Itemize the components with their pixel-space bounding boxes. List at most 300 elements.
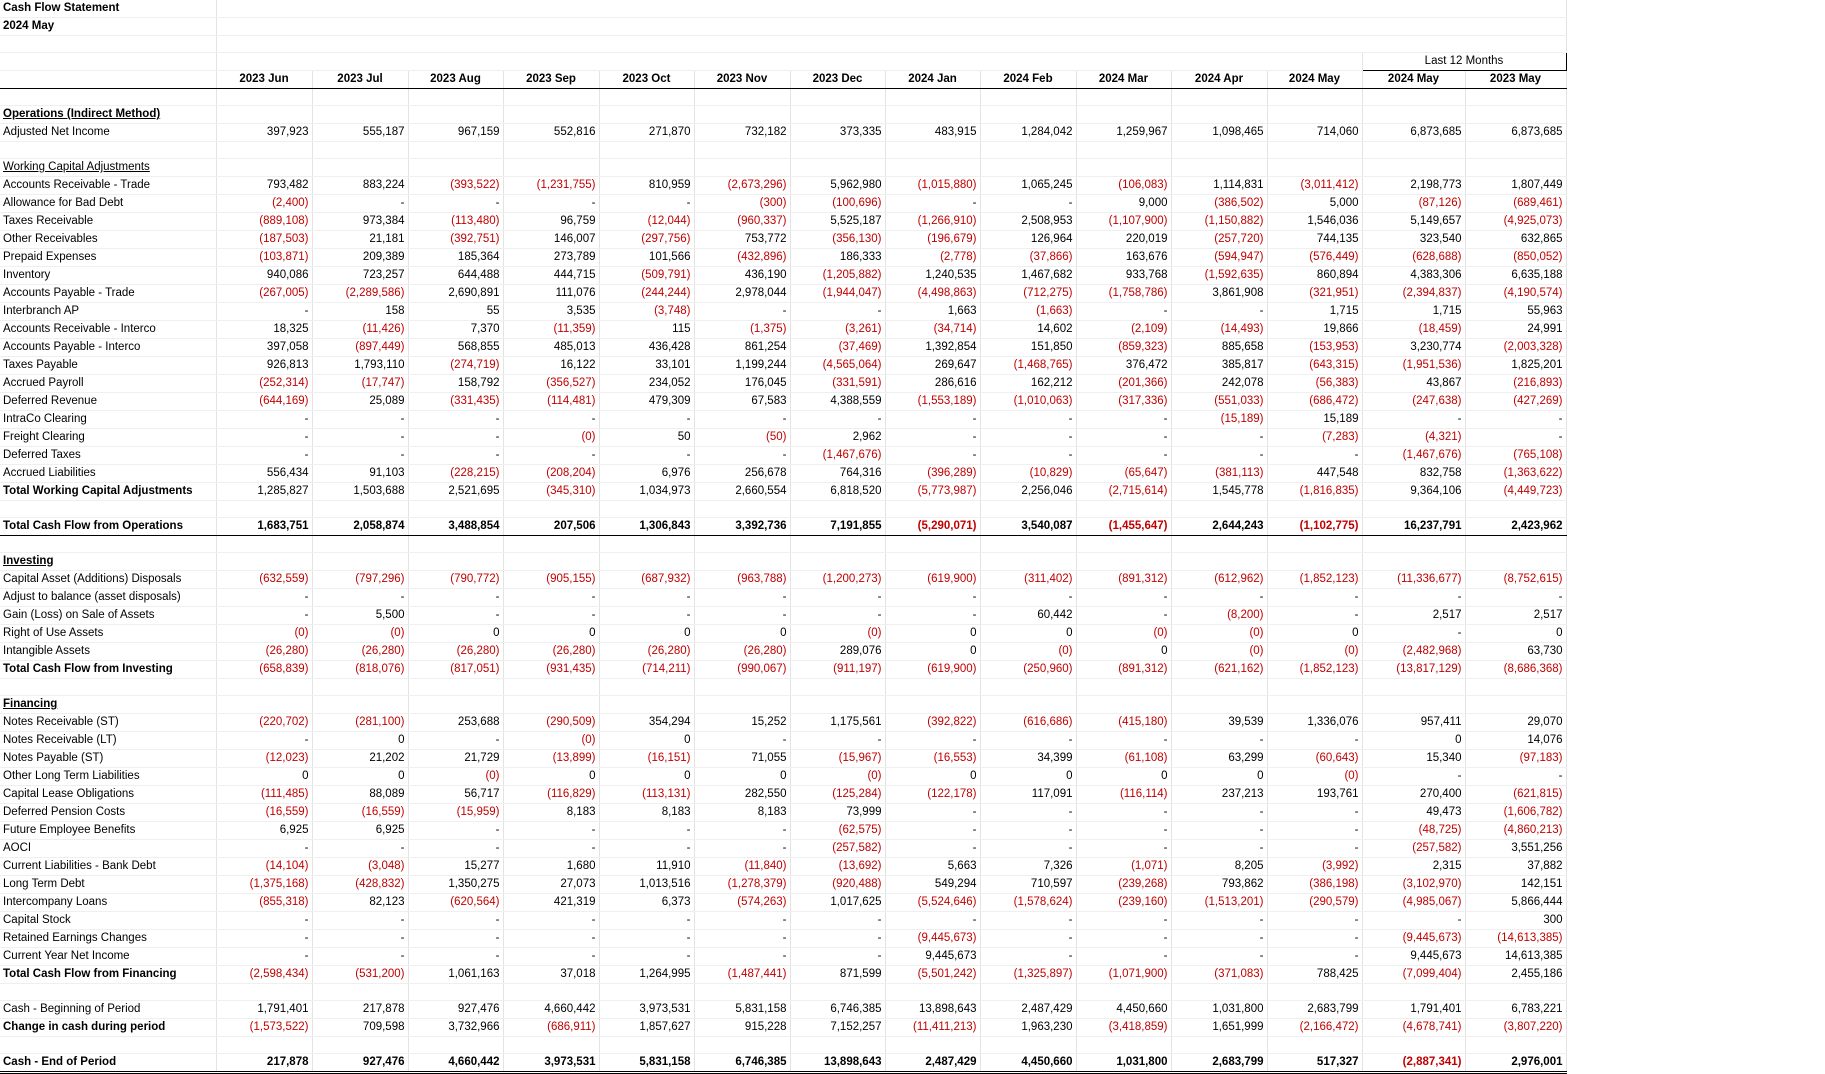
cell-value: - <box>216 411 312 429</box>
cell-value: 142,151 <box>1465 876 1566 894</box>
cell-value: 4,660,442 <box>408 1054 503 1073</box>
cell-value: 9,445,673 <box>885 948 980 966</box>
table-row <box>0 1037 1566 1054</box>
cell-value: 0 <box>599 732 694 750</box>
cell-value: (3,807,220) <box>1465 1019 1566 1037</box>
cell-value: - <box>408 930 503 948</box>
cell-value: (16,559) <box>312 804 408 822</box>
table-row <box>0 321 1566 339</box>
cell-value: (48,725) <box>1362 822 1465 840</box>
cell-value: 0 <box>885 643 980 661</box>
table-row <box>0 589 1566 607</box>
cell-value: (712,275) <box>980 285 1076 303</box>
cell-value: - <box>885 804 980 822</box>
cell-value: 1,791,401 <box>216 1001 312 1019</box>
cell-value: (153,953) <box>1267 339 1362 357</box>
cell-value: (26,280) <box>408 643 503 661</box>
cell-value: 5,962,980 <box>790 177 885 195</box>
row-label: Accounts Payable - Interco <box>0 339 216 357</box>
cell-value: (216,893) <box>1465 375 1566 393</box>
cell-value: (1,606,782) <box>1465 804 1566 822</box>
cell-value: (1,375) <box>694 321 790 339</box>
row-label <box>0 1037 216 1054</box>
cell-value: (228,215) <box>408 465 503 483</box>
cell-value: (765,108) <box>1465 447 1566 465</box>
table-row <box>0 607 1566 625</box>
cell-value: (990,067) <box>694 661 790 679</box>
cell-value: (1,266,910) <box>885 213 980 231</box>
cell-value: (1,150,882) <box>1171 213 1267 231</box>
table-row <box>0 966 1566 984</box>
cell-value: 9,364,106 <box>1362 483 1465 501</box>
table-row <box>0 930 1566 948</box>
cell-value: - <box>408 447 503 465</box>
cell-value: - <box>980 195 1076 213</box>
cell-value: - <box>503 822 599 840</box>
cell-value: 0 <box>1171 768 1267 786</box>
row-label <box>0 501 216 518</box>
cell-value: - <box>503 411 599 429</box>
cell-value: - <box>885 589 980 607</box>
cell-value: (1,487,441) <box>694 966 790 984</box>
table-row <box>0 858 1566 876</box>
cell-value: 6,373 <box>599 894 694 912</box>
cell-value: - <box>790 930 885 948</box>
cell-value: - <box>694 607 790 625</box>
cell-value: 43,867 <box>1362 375 1465 393</box>
cell-value: - <box>408 589 503 607</box>
last-12-months-header: Last 12 Months <box>1362 53 1566 71</box>
cell-value: (103,871) <box>216 249 312 267</box>
cell-value: 861,254 <box>694 339 790 357</box>
cell-value: (619,900) <box>885 571 980 589</box>
cell-value: 0 <box>1076 768 1171 786</box>
cell-value: 6,925 <box>216 822 312 840</box>
cell-value: - <box>216 948 312 966</box>
cell-value: 73,999 <box>790 804 885 822</box>
cell-value: (1,010,063) <box>980 393 1076 411</box>
cell-value: 2,455,186 <box>1465 966 1566 984</box>
cell-value: - <box>312 429 408 447</box>
cell-value: 14,076 <box>1465 732 1566 750</box>
cell-value: (56,383) <box>1267 375 1362 393</box>
cell-value: (1,951,536) <box>1362 357 1465 375</box>
cell-value: - <box>790 948 885 966</box>
cell-value: (331,591) <box>790 375 885 393</box>
cell-value: (628,688) <box>1362 249 1465 267</box>
row-label: Adjusted Net Income <box>0 124 216 142</box>
cell-value: 217,878 <box>312 1001 408 1019</box>
cell-value: 915,228 <box>694 1019 790 1037</box>
cell-value: (0) <box>312 625 408 643</box>
cell-value: - <box>408 411 503 429</box>
cell-value: (11,840) <box>694 858 790 876</box>
cell-value: - <box>1267 447 1362 465</box>
cell-value: (963,788) <box>694 571 790 589</box>
cell-value: (817,051) <box>408 661 503 679</box>
cell-value: 4,388,559 <box>790 393 885 411</box>
cell-value: 927,476 <box>312 1054 408 1073</box>
cell-value: (3,102,970) <box>1362 876 1465 894</box>
cell-value: 117,091 <box>980 786 1076 804</box>
cell-value: 289,076 <box>790 643 885 661</box>
cell-value: - <box>216 429 312 447</box>
cell-value: 253,688 <box>408 714 503 732</box>
cell-value: 50 <box>599 429 694 447</box>
cell-value: - <box>1362 411 1465 429</box>
row-label: IntraCo Clearing <box>0 411 216 429</box>
cell-value: 2,683,799 <box>1171 1054 1267 1073</box>
cell-value: 3,861,908 <box>1171 285 1267 303</box>
cell-value: - <box>980 589 1076 607</box>
cell-value: - <box>216 303 312 321</box>
cell-value: (100,696) <box>790 195 885 213</box>
row-label: Accrued Payroll <box>0 375 216 393</box>
cell-value: - <box>1465 429 1566 447</box>
cell-value: 5,149,657 <box>1362 213 1465 231</box>
cell-value: 479,309 <box>599 393 694 411</box>
cell-value: 0 <box>1076 643 1171 661</box>
cell-value: - <box>1171 930 1267 948</box>
cell-value: (13,899) <box>503 750 599 768</box>
cell-value: 0 <box>980 768 1076 786</box>
cell-value: 63,299 <box>1171 750 1267 768</box>
row-label: Interbranch AP <box>0 303 216 321</box>
row-label: Current Liabilities - Bank Debt <box>0 858 216 876</box>
cell-value: 5,000 <box>1267 195 1362 213</box>
cell-value: - <box>1267 930 1362 948</box>
column-header: 2024 Apr <box>1171 71 1267 89</box>
cell-value: 6,873,685 <box>1465 124 1566 142</box>
column-header: 2023 Jul <box>312 71 408 89</box>
cell-value: 91,103 <box>312 465 408 483</box>
cell-value: (9,445,673) <box>885 930 980 948</box>
cell-value: - <box>980 822 1076 840</box>
cell-value: 56,717 <box>408 786 503 804</box>
cell-value: (0) <box>408 768 503 786</box>
cell-value: (1,553,189) <box>885 393 980 411</box>
report-title: Cash Flow Statement <box>0 0 216 18</box>
table-row <box>0 912 1566 930</box>
cell-value: 55 <box>408 303 503 321</box>
cell-value: 16,122 <box>503 357 599 375</box>
cell-value: - <box>790 589 885 607</box>
table-row <box>0 303 1566 321</box>
cell-value: (1,944,047) <box>790 285 885 303</box>
table-row <box>0 1019 1566 1037</box>
cell-value: 1,306,843 <box>599 518 694 536</box>
cell-value: 967,159 <box>408 124 503 142</box>
cell-value: - <box>1076 732 1171 750</box>
cell-value: - <box>599 447 694 465</box>
cell-value: (3,011,412) <box>1267 177 1362 195</box>
cell-value: (2,598,434) <box>216 966 312 984</box>
cell-value: (3,748) <box>599 303 694 321</box>
column-header: 2023 Aug <box>408 71 503 89</box>
cell-value: - <box>885 732 980 750</box>
cell-value: (686,472) <box>1267 393 1362 411</box>
cell-value: (8,752,615) <box>1465 571 1566 589</box>
cell-value: (62,575) <box>790 822 885 840</box>
cell-value: (331,435) <box>408 393 503 411</box>
row-label <box>0 984 216 1001</box>
cell-value: 1,350,275 <box>408 876 503 894</box>
cell-value: - <box>312 589 408 607</box>
row-label: Total Working Capital Adjustments <box>0 483 216 501</box>
row-label: Accounts Payable - Trade <box>0 285 216 303</box>
cell-value: (620,564) <box>408 894 503 912</box>
cell-value: (97,183) <box>1465 750 1566 768</box>
cell-value: 1,791,401 <box>1362 1001 1465 1019</box>
cell-value: (686,911) <box>503 1019 599 1037</box>
cell-value: 271,870 <box>599 124 694 142</box>
cell-value: 0 <box>503 625 599 643</box>
cell-value: 447,548 <box>1267 465 1362 483</box>
cell-value: 220,019 <box>1076 231 1171 249</box>
cell-value: 1,825,201 <box>1465 357 1566 375</box>
cell-value: (644,169) <box>216 393 312 411</box>
cell-value: (4,860,213) <box>1465 822 1566 840</box>
cell-value: 1,715 <box>1267 303 1362 321</box>
cell-value: 158 <box>312 303 408 321</box>
cell-value: - <box>1171 948 1267 966</box>
cell-value: (37,866) <box>980 249 1076 267</box>
cell-value: 709,598 <box>312 1019 408 1037</box>
cell-value: 1,114,831 <box>1171 177 1267 195</box>
table-row <box>0 679 1566 696</box>
cell-value: 940,086 <box>216 267 312 285</box>
cell-value: 1,546,036 <box>1267 213 1362 231</box>
cell-value: - <box>599 822 694 840</box>
cell-value: - <box>694 912 790 930</box>
cell-value: 1,793,110 <box>312 357 408 375</box>
cell-value: (1,592,635) <box>1171 267 1267 285</box>
table-row <box>0 393 1566 411</box>
cell-value: - <box>216 607 312 625</box>
cell-value: 788,425 <box>1267 966 1362 984</box>
cell-value: (220,702) <box>216 714 312 732</box>
cell-value: (26,280) <box>503 643 599 661</box>
cell-value: 485,013 <box>503 339 599 357</box>
row-label: Notes Receivable (ST) <box>0 714 216 732</box>
cell-value: 176,045 <box>694 375 790 393</box>
cell-value: (920,488) <box>790 876 885 894</box>
table-row <box>0 948 1566 966</box>
cell-value: (5,501,242) <box>885 966 980 984</box>
cell-value: 723,257 <box>312 267 408 285</box>
cell-value: 163,676 <box>1076 249 1171 267</box>
row-label: Taxes Payable <box>0 357 216 375</box>
cell-value: - <box>1076 804 1171 822</box>
cell-value: 0 <box>216 768 312 786</box>
cell-value: 5,831,158 <box>599 1054 694 1073</box>
cell-value: (1,468,765) <box>980 357 1076 375</box>
cell-value: 15,189 <box>1267 411 1362 429</box>
cell-value: (196,679) <box>885 231 980 249</box>
row-label: Cash - Beginning of Period <box>0 1001 216 1019</box>
table-row <box>0 1001 1566 1019</box>
cell-value: (0) <box>1171 625 1267 643</box>
cell-value: (122,178) <box>885 786 980 804</box>
cell-value: (859,323) <box>1076 339 1171 357</box>
cell-value: 162,212 <box>980 375 1076 393</box>
cell-value: - <box>694 822 790 840</box>
cell-value: (386,198) <box>1267 876 1362 894</box>
cell-value: - <box>1171 429 1267 447</box>
cell-value: 436,428 <box>599 339 694 357</box>
cell-value: (244,244) <box>599 285 694 303</box>
cell-value: - <box>216 840 312 858</box>
cell-value: - <box>1076 912 1171 930</box>
cell-value: 237,213 <box>1171 786 1267 804</box>
section-header: Investing <box>0 553 216 571</box>
cell-value: 126,964 <box>980 231 1076 249</box>
cell-value: 3,392,736 <box>694 518 790 536</box>
cell-value: 1,031,800 <box>1171 1001 1267 1019</box>
cell-value: - <box>1076 411 1171 429</box>
cell-value: (1,467,676) <box>790 447 885 465</box>
cell-value: (16,553) <box>885 750 980 768</box>
cell-value: - <box>1076 840 1171 858</box>
cell-value: - <box>885 411 980 429</box>
cell-value: 15,340 <box>1362 750 1465 768</box>
cell-value: (14,104) <box>216 858 312 876</box>
cell-value: - <box>312 948 408 966</box>
cell-value: 6,818,520 <box>790 483 885 501</box>
cell-value: - <box>790 607 885 625</box>
cell-value: 193,761 <box>1267 786 1362 804</box>
cell-value: (371,083) <box>1171 966 1267 984</box>
cell-value: (2,887,341) <box>1362 1054 1465 1073</box>
cell-value: 1,199,244 <box>694 357 790 375</box>
cell-value: (125,284) <box>790 786 885 804</box>
table-row <box>0 1054 1566 1073</box>
cell-value: (2,109) <box>1076 321 1171 339</box>
cell-value: (1,663) <box>980 303 1076 321</box>
cell-value: - <box>599 912 694 930</box>
row-label <box>0 536 216 553</box>
cell-value: 0 <box>312 768 408 786</box>
cell-value: (10,829) <box>980 465 1076 483</box>
cell-value: - <box>885 607 980 625</box>
cell-value: (0) <box>790 768 885 786</box>
cell-value: 234,052 <box>599 375 694 393</box>
cell-value: - <box>980 429 1076 447</box>
row-label: Adjust to balance (asset disposals) <box>0 589 216 607</box>
cell-value: (1,852,123) <box>1267 661 1362 679</box>
cell-value: (4,321) <box>1362 429 1465 447</box>
cell-value: 55,963 <box>1465 303 1566 321</box>
cell-value: 60,442 <box>980 607 1076 625</box>
cell-value: - <box>980 948 1076 966</box>
table-row <box>0 553 1566 571</box>
cell-value: (26,280) <box>312 643 408 661</box>
cell-value: 926,813 <box>216 357 312 375</box>
cell-value: 1,715 <box>1362 303 1465 321</box>
row-label: Total Cash Flow from Operations <box>0 518 216 536</box>
cell-value: 8,183 <box>599 804 694 822</box>
cell-value: - <box>885 447 980 465</box>
cell-value: (239,160) <box>1076 894 1171 912</box>
cell-value: 16,237,791 <box>1362 518 1465 536</box>
cell-value: - <box>503 948 599 966</box>
table-row <box>0 267 1566 285</box>
cell-value: 0 <box>599 768 694 786</box>
column-header: 2024 May <box>1267 71 1362 89</box>
cell-value: (300) <box>694 195 790 213</box>
cell-value: - <box>885 822 980 840</box>
row-label <box>0 89 216 106</box>
cell-value: - <box>1076 303 1171 321</box>
cell-value: 1,336,076 <box>1267 714 1362 732</box>
cell-value: 158,792 <box>408 375 503 393</box>
cell-value: (428,832) <box>312 876 408 894</box>
cell-value: 556,434 <box>216 465 312 483</box>
cell-value: 3,230,774 <box>1362 339 1465 357</box>
cell-value: (0) <box>216 625 312 643</box>
cell-value: (396,289) <box>885 465 980 483</box>
cell-value: (632,559) <box>216 571 312 589</box>
cell-value: 3,732,966 <box>408 1019 503 1037</box>
row-label <box>0 679 216 696</box>
cell-value: (911,197) <box>790 661 885 679</box>
table-row <box>0 804 1566 822</box>
cell-value: (356,527) <box>503 375 599 393</box>
cell-value: - <box>1267 912 1362 930</box>
cell-value: 15,252 <box>694 714 790 732</box>
cell-value: 186,333 <box>790 249 885 267</box>
table-row <box>0 465 1566 483</box>
cell-value: 2,256,046 <box>980 483 1076 501</box>
row-label: Other Long Term Liabilities <box>0 768 216 786</box>
table-row <box>0 483 1566 501</box>
cell-value: 7,370 <box>408 321 503 339</box>
table-row <box>0 696 1566 714</box>
cell-value: (15,189) <box>1171 411 1267 429</box>
cell-value: (114,481) <box>503 393 599 411</box>
cell-value: (1,205,882) <box>790 267 885 285</box>
cell-value: 6,783,221 <box>1465 1001 1566 1019</box>
table-row <box>0 750 1566 768</box>
cell-value: (116,829) <box>503 786 599 804</box>
cell-value: 810,959 <box>599 177 694 195</box>
cell-value: (1,852,123) <box>1267 571 1362 589</box>
cell-value: - <box>694 732 790 750</box>
cell-value: (797,296) <box>312 571 408 589</box>
cell-value: (2,482,968) <box>1362 643 1465 661</box>
cell-value: 209,389 <box>312 249 408 267</box>
cell-value: - <box>1267 840 1362 858</box>
cell-value: 0 <box>1267 625 1362 643</box>
column-header: 2023 Oct <box>599 71 694 89</box>
row-label: Prepaid Expenses <box>0 249 216 267</box>
cell-value: - <box>1171 804 1267 822</box>
table-row <box>0 106 1566 124</box>
cell-value: 67,583 <box>694 393 790 411</box>
cell-value: (897,449) <box>312 339 408 357</box>
cell-value: (1,758,786) <box>1076 285 1171 303</box>
cell-value: 300 <box>1465 912 1566 930</box>
cell-value: 764,316 <box>790 465 885 483</box>
cell-value: - <box>503 589 599 607</box>
cell-value: 7,152,257 <box>790 1019 885 1037</box>
cell-value: 1,857,627 <box>599 1019 694 1037</box>
cell-value: 6,746,385 <box>790 1001 885 1019</box>
cell-value: (386,502) <box>1171 195 1267 213</box>
cell-value: 549,294 <box>885 876 980 894</box>
cell-value: 88,089 <box>312 786 408 804</box>
cell-value: 2,508,953 <box>980 213 1076 231</box>
